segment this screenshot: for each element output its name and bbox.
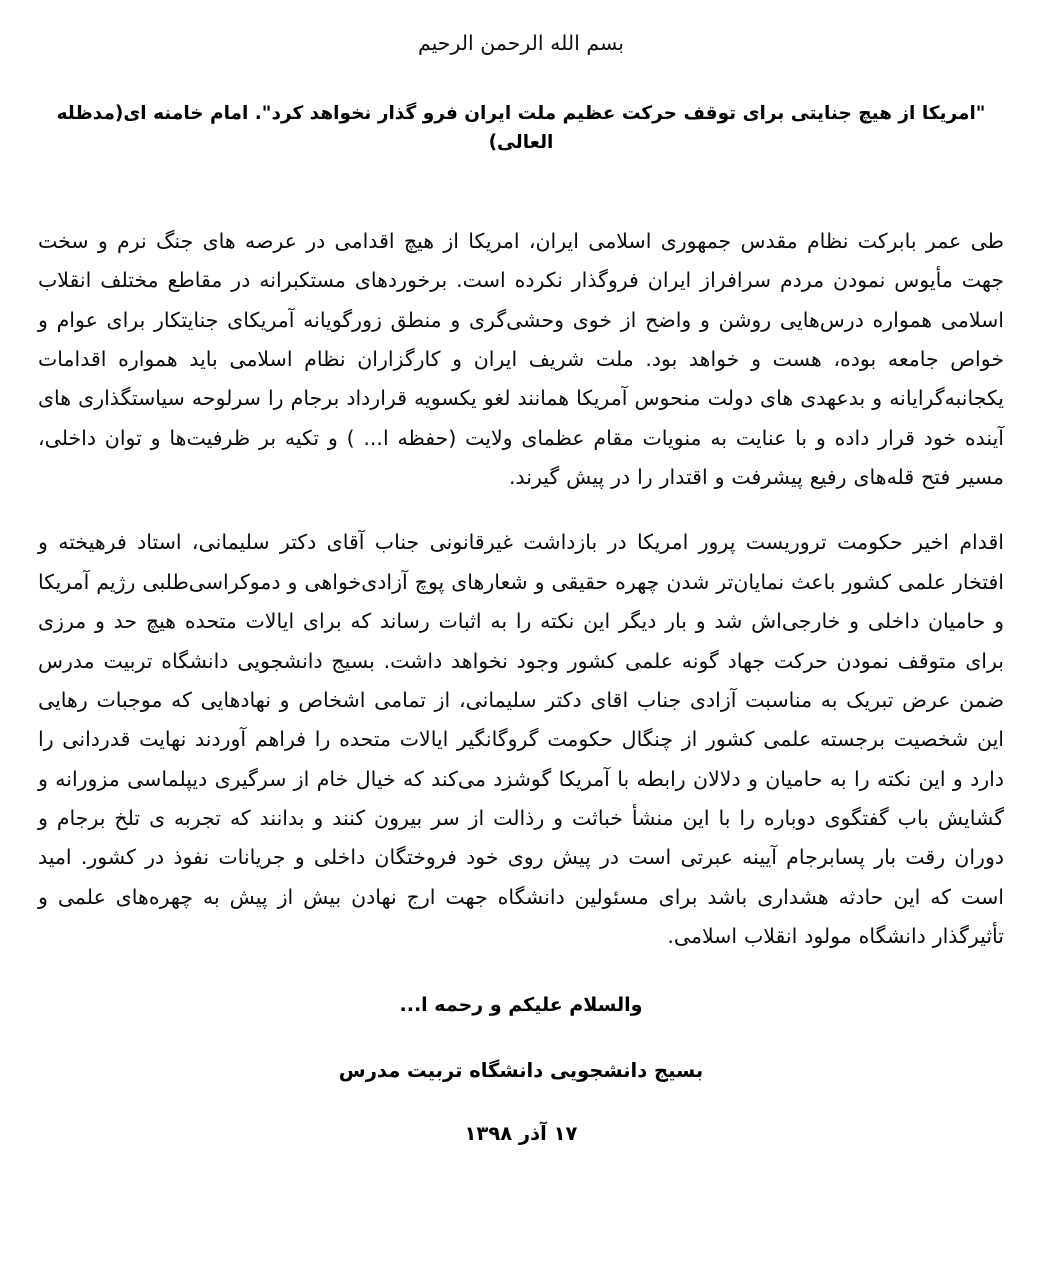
signatory-name: بسیج دانشجویی دانشگاه تربیت مدرس bbox=[338, 1058, 704, 1082]
document-date: ۱۷ آذر ۱۳۹۸ bbox=[464, 1121, 578, 1145]
document-body bbox=[38, 222, 1004, 956]
closing-salutation: والسلام علیکم و رحمه ا... bbox=[399, 994, 643, 1017]
quote-heading: "امریکا از هیچ جنایتی برای توقف حرکت عظیم ملت ایران فرو گذار نخواهد کرد". امام خامنه ای(مدظله العالی) bbox=[56, 102, 986, 154]
closing-block bbox=[38, 990, 1004, 1149]
paragraph-1: طی عمر بابرکت نظام مقدس جمهوری اسلامی ایران، امریکا از هیچ اقدامی در عرصه های جنگ نرم و سخت جهت مأیوس نمودن مردم سرافراز ایران فروگذار نکرده است. برخوردهای مستکبرانه در مقاطع مختلف انقلاب اسلامی همواره درس‌هایی روشن و واضح از خوی وحشی‌گری و منطق زورگویانه آمریکای جنایتکار برای عوام و خواص جامعه بوده، هست و خواهد بود. ملت شریف ایران و کارگزاران نظام اسلامی باید همواره اقدامات یکجانبه‌گرایانه و بدعهدی های دولت منحوس آمریکا همانند لغو یکسویه قرارداد برجام را سرلوحه سیاستگذاری های آینده خود قرار داده و با عنایت به منویات مقام عظمای ولایت (حفظه ا... ) و تکیه بر ظرفیت‌ها و توان داخلی، مسیر فتح قله‌های رفیع پیشرفت و اقتدار را در پیش گیرند. bbox=[38, 228, 1004, 490]
bismillah-heading: بسم الله الرحمن الرحیم bbox=[417, 31, 625, 55]
paragraph-2: اقدام اخیر حکومت تروریست پرور امریکا در بازداشت غیرقانونی جناب آقای دکتر سلیمانی، استاد فرهیخته و افتخار علمی کشور باعث نمایان‌تر شدن چهره حقیقی و شعارهای پوچ آزادی‌خواهی و دموکراسی‌طلبی رژیم آمریکا و حامیان داخلی و خارجی‌اش شد و بار دیگر این نکته را به اثبات رساند که برای ایالات متحده هیچ حد و مرزی برای متوقف نمودن حرکت جهاد گونه علمی کشور وجود نخواهد داشت. بسیج دانشجویی دانشگاه تربیت مدرس ضمن عرض تبریک به مناسبت آزادی جناب اقای دکتر سلیمانی، از تمامی اشخاص و نهادهایی که موجبات رهایی این شخصیت برجسته علمی کشور از چنگال حکومت گروگانگیر ایالات متحده را فراهم آوردند نهایت قدردانی را دارد و این نکته را به حامیان و دلالان رابطه با آمریکا گوشزد می‌کند که خیال خام از سرگیری دیپلماسی مزورانه و گشایش باب گفتگوی دوباره را با این منشأ خباثت و رذالت از سر بیرون کنند و بدانند که تجربه ی تلخ برجام و دوران رقت بار پسابرجام آیینه عبرتی است در پیش روی خود فروختگان داخلی و جریانات نفوذ در کشور. امید است که این حادثه هشداری باشد برای مسئولین دانشگاه جهت ارج نهادن بیش از پیش به چهره‌های علمی و تأثیرگذار دانشگاه مولود انقلاب اسلامی. bbox=[38, 530, 1004, 949]
